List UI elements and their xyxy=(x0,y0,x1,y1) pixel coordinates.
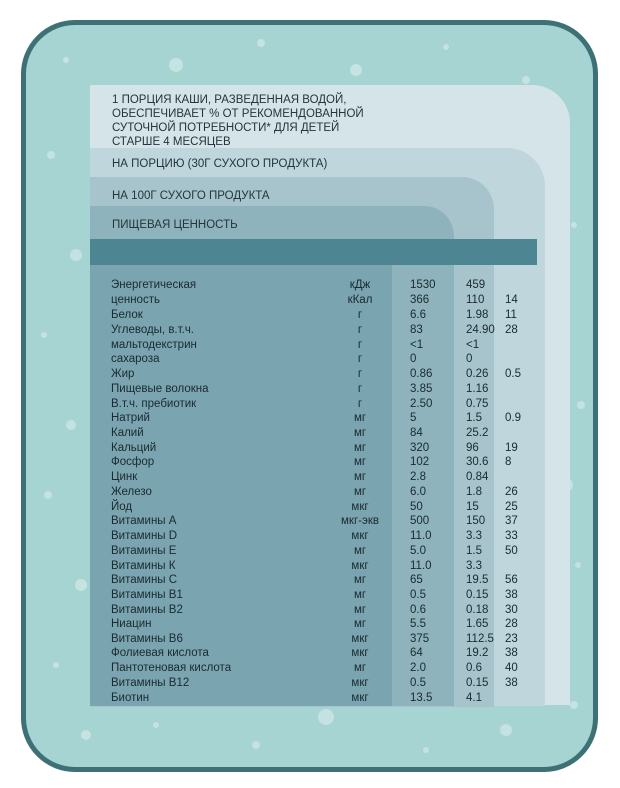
row-per-100g: 5 xyxy=(410,412,417,424)
row-per-100g: 6.6 xyxy=(410,309,426,321)
row-percent: 0.5 xyxy=(505,368,521,380)
row-percent: 25 xyxy=(505,501,518,513)
row-unit: г xyxy=(357,339,363,351)
table-row xyxy=(0,588,620,603)
row-percent: 11 xyxy=(505,309,517,321)
row-name: Витамины В12 xyxy=(111,677,190,689)
row-unit: мг xyxy=(353,471,367,483)
row-name: Ниацин xyxy=(111,618,152,630)
row-unit: г xyxy=(357,368,363,380)
row-per-100g: 366 xyxy=(410,294,430,306)
row-unit: мг xyxy=(353,486,367,498)
row-name: Пищевые волокна xyxy=(111,383,209,395)
table-row xyxy=(0,338,620,353)
row-percent: 37 xyxy=(505,515,518,527)
header-per-100g: НА 100Г СУХОГО ПРОДУКТА xyxy=(112,190,270,202)
row-unit: г xyxy=(357,324,363,336)
row-percent: 38 xyxy=(505,589,518,601)
row-name: Цинк xyxy=(111,471,138,483)
row-per-100g: 102 xyxy=(410,456,430,468)
table-row xyxy=(0,382,620,397)
row-per-portion: 112.5 xyxy=(466,633,494,645)
row-per-portion: 0.84 xyxy=(466,471,489,483)
table-row xyxy=(0,514,620,529)
table-row xyxy=(0,367,620,382)
row-percent: 8 xyxy=(505,456,512,468)
row-per-portion: 0.26 xyxy=(466,368,489,380)
row-percent: 14 xyxy=(505,294,518,306)
row-per-portion: 1.5 xyxy=(466,412,482,424)
row-per-portion: 30.6 xyxy=(466,456,489,468)
table-row xyxy=(0,646,620,661)
row-unit: мкг xyxy=(351,530,369,542)
row-per-100g: 64 xyxy=(410,647,423,659)
row-unit: мг xyxy=(353,412,367,424)
row-per-100g: 2.0 xyxy=(410,662,426,674)
row-name: Жир xyxy=(111,368,135,380)
row-per-100g: 2.8 xyxy=(410,471,426,483)
table-row xyxy=(0,485,620,500)
row-per-100g: 375 xyxy=(410,633,430,645)
row-unit: мг xyxy=(353,618,367,630)
table-row xyxy=(0,397,620,412)
row-per-portion: 3.3 xyxy=(466,560,482,572)
row-per-100g: 83 xyxy=(410,324,423,336)
row-percent: 26 xyxy=(505,486,518,498)
row-name: Белок xyxy=(111,309,143,321)
row-per-portion: 96 xyxy=(466,442,479,454)
row-per-100g: 320 xyxy=(410,442,430,454)
row-name: Железо xyxy=(111,486,152,498)
row-per-portion: 15 xyxy=(466,501,479,513)
row-per-100g: 0 xyxy=(410,353,417,365)
row-name: Витамины D xyxy=(111,530,178,542)
row-per-100g: 3.85 xyxy=(410,383,433,395)
table-row xyxy=(0,293,620,308)
table-row xyxy=(0,617,620,632)
row-unit: мг xyxy=(353,574,367,586)
table-row xyxy=(0,323,620,338)
table-row xyxy=(0,308,620,323)
table-row xyxy=(0,455,620,470)
row-percent: 19 xyxy=(505,442,518,454)
row-percent: 40 xyxy=(505,662,518,674)
row-percent: 56 xyxy=(505,574,518,586)
row-per-portion: 3.3 xyxy=(466,530,482,542)
row-unit: кДж xyxy=(349,279,371,291)
row-name: Энергетическая xyxy=(111,279,197,291)
table-row xyxy=(0,544,620,559)
row-name: мальтодекстрин xyxy=(111,339,197,351)
row-unit: г xyxy=(357,353,363,365)
row-unit: мкг-экв xyxy=(341,515,379,527)
row-name: Витамины К xyxy=(111,560,176,572)
row-per-100g: 0.86 xyxy=(410,368,433,380)
row-unit: мкг xyxy=(351,501,369,513)
table-row xyxy=(0,500,620,515)
row-name: Витамины В6 xyxy=(111,633,183,645)
row-name: Витамины Е xyxy=(111,545,177,557)
table-row xyxy=(0,441,620,456)
row-per-portion: 19.2 xyxy=(466,647,489,659)
row-name: Йод xyxy=(111,501,133,513)
table-header-bar xyxy=(90,239,537,265)
row-per-portion: 1.98 xyxy=(466,309,489,321)
row-per-100g: 0.5 xyxy=(410,589,426,601)
row-per-portion: 0.6 xyxy=(466,662,482,674)
row-per-portion: 459 xyxy=(466,279,486,291)
row-unit: мкг xyxy=(351,633,369,645)
header-per-portion: НА ПОРЦИЮ (30Г СУХОГО ПРОДУКТА) xyxy=(112,158,328,170)
row-name: Фолиевая кислота xyxy=(111,647,209,659)
row-per-portion: 1.65 xyxy=(466,618,489,630)
row-per-portion: 0.15 xyxy=(466,677,489,689)
table-row xyxy=(0,352,620,367)
row-name: Фосфор xyxy=(111,456,155,468)
row-per-portion: 0.75 xyxy=(466,398,489,410)
row-per-100g: <1 xyxy=(410,339,424,351)
row-percent: 33 xyxy=(505,530,518,542)
row-name: Углеводы, в.т.ч. xyxy=(111,324,195,336)
row-per-100g: 11.0 xyxy=(410,530,432,542)
row-unit: мг xyxy=(353,545,367,557)
table-row xyxy=(0,470,620,485)
row-name: Калий xyxy=(111,427,144,439)
row-unit: мг xyxy=(353,456,367,468)
row-per-portion: 0.18 xyxy=(466,604,489,616)
row-percent: 38 xyxy=(505,677,518,689)
row-name: Витамины В2 xyxy=(111,604,183,616)
row-per-portion: 24.90 xyxy=(466,324,495,336)
table-row xyxy=(0,559,620,574)
table-row xyxy=(0,632,620,647)
row-unit: мкг xyxy=(351,560,369,572)
row-per-100g: 50 xyxy=(410,501,423,513)
row-per-100g: 84 xyxy=(410,427,423,439)
row-unit: г xyxy=(357,383,363,395)
row-percent: 50 xyxy=(505,545,518,557)
row-per-portion: <1 xyxy=(466,339,480,351)
table-row xyxy=(0,529,620,544)
row-percent: 23 xyxy=(505,633,518,645)
row-per-portion: 25.2 xyxy=(466,427,489,439)
row-per-portion: 4.1 xyxy=(466,692,482,704)
row-per-100g: 500 xyxy=(410,515,430,527)
table-row xyxy=(0,278,620,293)
row-unit: мг xyxy=(353,604,367,616)
table-row xyxy=(0,691,620,706)
row-per-100g: 5.5 xyxy=(410,618,426,630)
row-per-portion: 150 xyxy=(466,515,486,527)
row-percent: 28 xyxy=(505,618,518,630)
row-per-portion: 0 xyxy=(466,353,473,365)
row-unit: мг xyxy=(353,589,367,601)
table-row xyxy=(0,573,620,588)
row-per-100g: 65 xyxy=(410,574,423,586)
table-row xyxy=(0,676,620,691)
row-name: Натрий xyxy=(111,412,150,424)
table-row xyxy=(0,661,620,676)
table-row xyxy=(0,411,620,426)
row-unit: мг xyxy=(353,662,367,674)
row-per-portion: 110 xyxy=(466,294,485,306)
row-per-portion: 0.15 xyxy=(466,589,489,601)
row-unit: кКал xyxy=(347,294,373,306)
row-percent: 38 xyxy=(505,647,518,659)
row-name: Витамины А xyxy=(111,515,177,527)
row-per-100g: 13.5 xyxy=(410,692,433,704)
row-per-100g: 1530 xyxy=(410,279,436,291)
row-per-100g: 0.5 xyxy=(410,677,426,689)
row-per-100g: 11.0 xyxy=(410,560,432,572)
row-name: Витамины С xyxy=(111,574,178,586)
row-unit: мкг xyxy=(351,677,369,689)
row-per-100g: 5.0 xyxy=(410,545,426,557)
row-unit: г xyxy=(357,309,363,321)
row-name: Кальций xyxy=(111,442,157,454)
header-nutrition: ПИЩЕВАЯ ЦЕННОСТЬ xyxy=(112,219,238,231)
row-unit: мг xyxy=(353,427,367,439)
row-name: Пантотеновая кислота xyxy=(111,662,232,674)
row-per-100g: 0.6 xyxy=(410,604,426,616)
header-percent-daily: 1 ПОРЦИЯ КАШИ, РАЗВЕДЕННАЯ ВОДОЙ, ОБЕСПЕЧИВАЕТ % ОТ РЕКОМЕНДОВАННОЙ СУТОЧНОЙ ПОТРЕБНОСТИ* ДЛЯ ДЕТЕЙ СТАРШЕ 4 МЕСЯЦЕВ xyxy=(112,94,364,148)
row-unit: мкг xyxy=(351,647,369,659)
row-name: Витамины В1 xyxy=(111,589,183,601)
row-name: сахароза xyxy=(111,353,160,365)
row-unit: г xyxy=(357,398,363,410)
row-name: В.т.ч. пребиотик xyxy=(111,398,197,410)
row-percent: 0.9 xyxy=(505,412,521,424)
row-percent: 28 xyxy=(505,324,518,336)
row-unit: мг xyxy=(353,442,367,454)
row-per-portion: 1.8 xyxy=(466,486,482,498)
row-per-portion: 19.5 xyxy=(466,574,489,586)
row-name: ценность xyxy=(111,294,160,306)
row-per-100g: 2.50 xyxy=(410,398,433,410)
row-per-portion: 1.5 xyxy=(466,545,482,557)
row-per-portion: 1.16 xyxy=(466,383,489,395)
row-per-100g: 6.0 xyxy=(410,486,426,498)
row-unit: мкг xyxy=(351,692,369,704)
table-row xyxy=(0,603,620,618)
table-row xyxy=(0,426,620,441)
row-percent: 30 xyxy=(505,604,518,616)
row-name: Биотин xyxy=(111,692,150,704)
